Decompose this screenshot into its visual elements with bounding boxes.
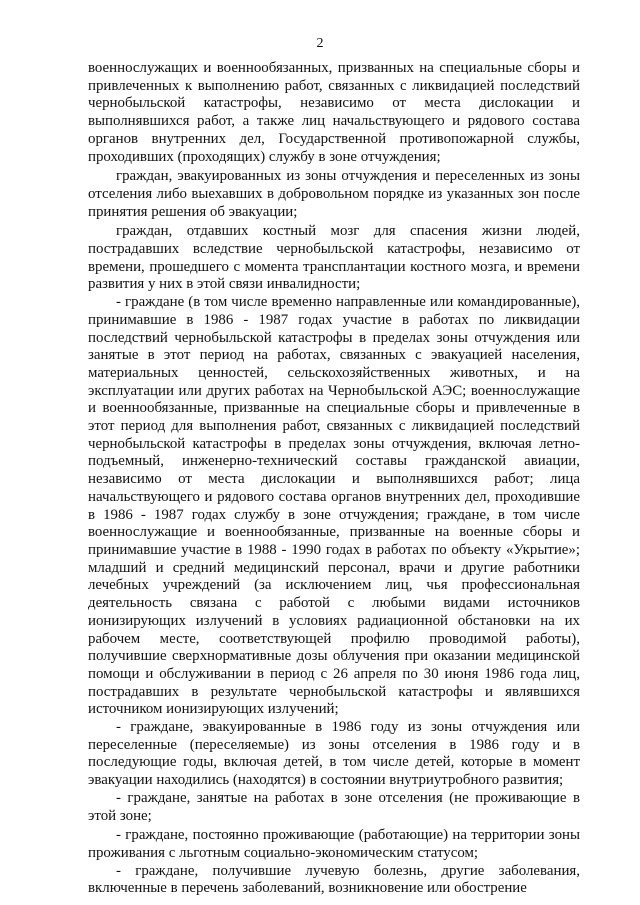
paragraph: военнослужащих и военнообязанных, призванных на специальные сборы и привлеченных к выполнению работ, связанных с ликвидацией последствий чернобыльской катастрофы, независимо от места дислокации и выполнявшихся работ, а также лиц начальствующего и рядового состава органов внутренних дел, Государственной противопожарной службы, проходивших (проходящих) службу в зоне отчуждения; [88,60,580,165]
paragraph: - граждане (в том числе временно направленные или командированные), принимавшие в 1986 - 1987 годах участие в работах по ликвидации последствий чернобыльской катастрофы в пределах зоны отчуждения или занятые в этот период на работах, связанных с эвакуацией населения, материальных ценностей, сельскохозяйственных животных, и на эксплуатации или других работах на Чернобыльской АЭС; военнослужащие и военнообязанные, призванные на специальные сборы и привлеченные в этот период для выполнения работ, связанных с ликвидацией последствий чернобыльской катастрофы в пределах зоны отчуждения, включая летно-подъемный, инженерно-технический составы гражданской авиации, независимо от места дислокации и выполнявшихся работ; лица начальствующего и рядового состава органов внутренних дел, проходившие в 1986 - 1987 годах службу в зоне отчуждения; граждане, в том числе военнослужащие и военнообязанные, призванные на военные сборы и принимавшие участие в 1988 - 1990 годах в работах по объекту «Укрытие»; младший и средний медицинский персонал, врачи и другие работники лечебных учреждений (за исключением лиц, чья профессиональная деятельность связана с работой с любыми видами источников ионизирующих излучений в условиях радиационной обстановки на их рабочем месте, соответствующей профилю проводимой работы), получившие сверхнормативные дозы облучения при оказании медицинской помощи и обслуживании в период с 26 апреля по 30 июня 1986 года лиц, пострадавших в результате чернобыльской катастрофы и являвшихся источником ионизирующих излучений; [88,294,580,718]
paragraph: - граждане, постоянно проживающие (работающие) на территории зоны проживания с льготным социально-экономическим статусом; [88,827,580,861]
document-body [88,60,580,898]
paragraph: - граждане, эвакуированные в 1986 году из зоны отчуждения или переселенные (переселяемые) из зоны отселения в 1986 году и в последующие годы, включая детей, в том числе детей, которые в момент эвакуации находились (находятся) в состоянии внутриутробного развития; [88,719,580,789]
paragraph: граждан, отдавших костный мозг для спасения жизни людей, пострадавших вследствие чернобыльской катастрофы, независимо от времени, прошедшего с момента трансплантации костного мозга, и времени развития у них в этой связи инвалидности; [88,223,580,293]
paragraph: - граждане, занятые на работах в зоне отселения (не проживающие в этой зоне; [88,789,580,824]
paragraph: - граждане, получившие лучевую болезнь, другие заболевания, включенные в перечень заболеваний, возникновение или обострение [88,862,580,897]
paragraph: граждан, эвакуированных из зоны отчуждения и переселенных из зоны отселения либо выехавших в добровольном порядке из указанных зон после принятия решения об эвакуации; [88,168,580,220]
page-number: 2 [316,36,324,51]
